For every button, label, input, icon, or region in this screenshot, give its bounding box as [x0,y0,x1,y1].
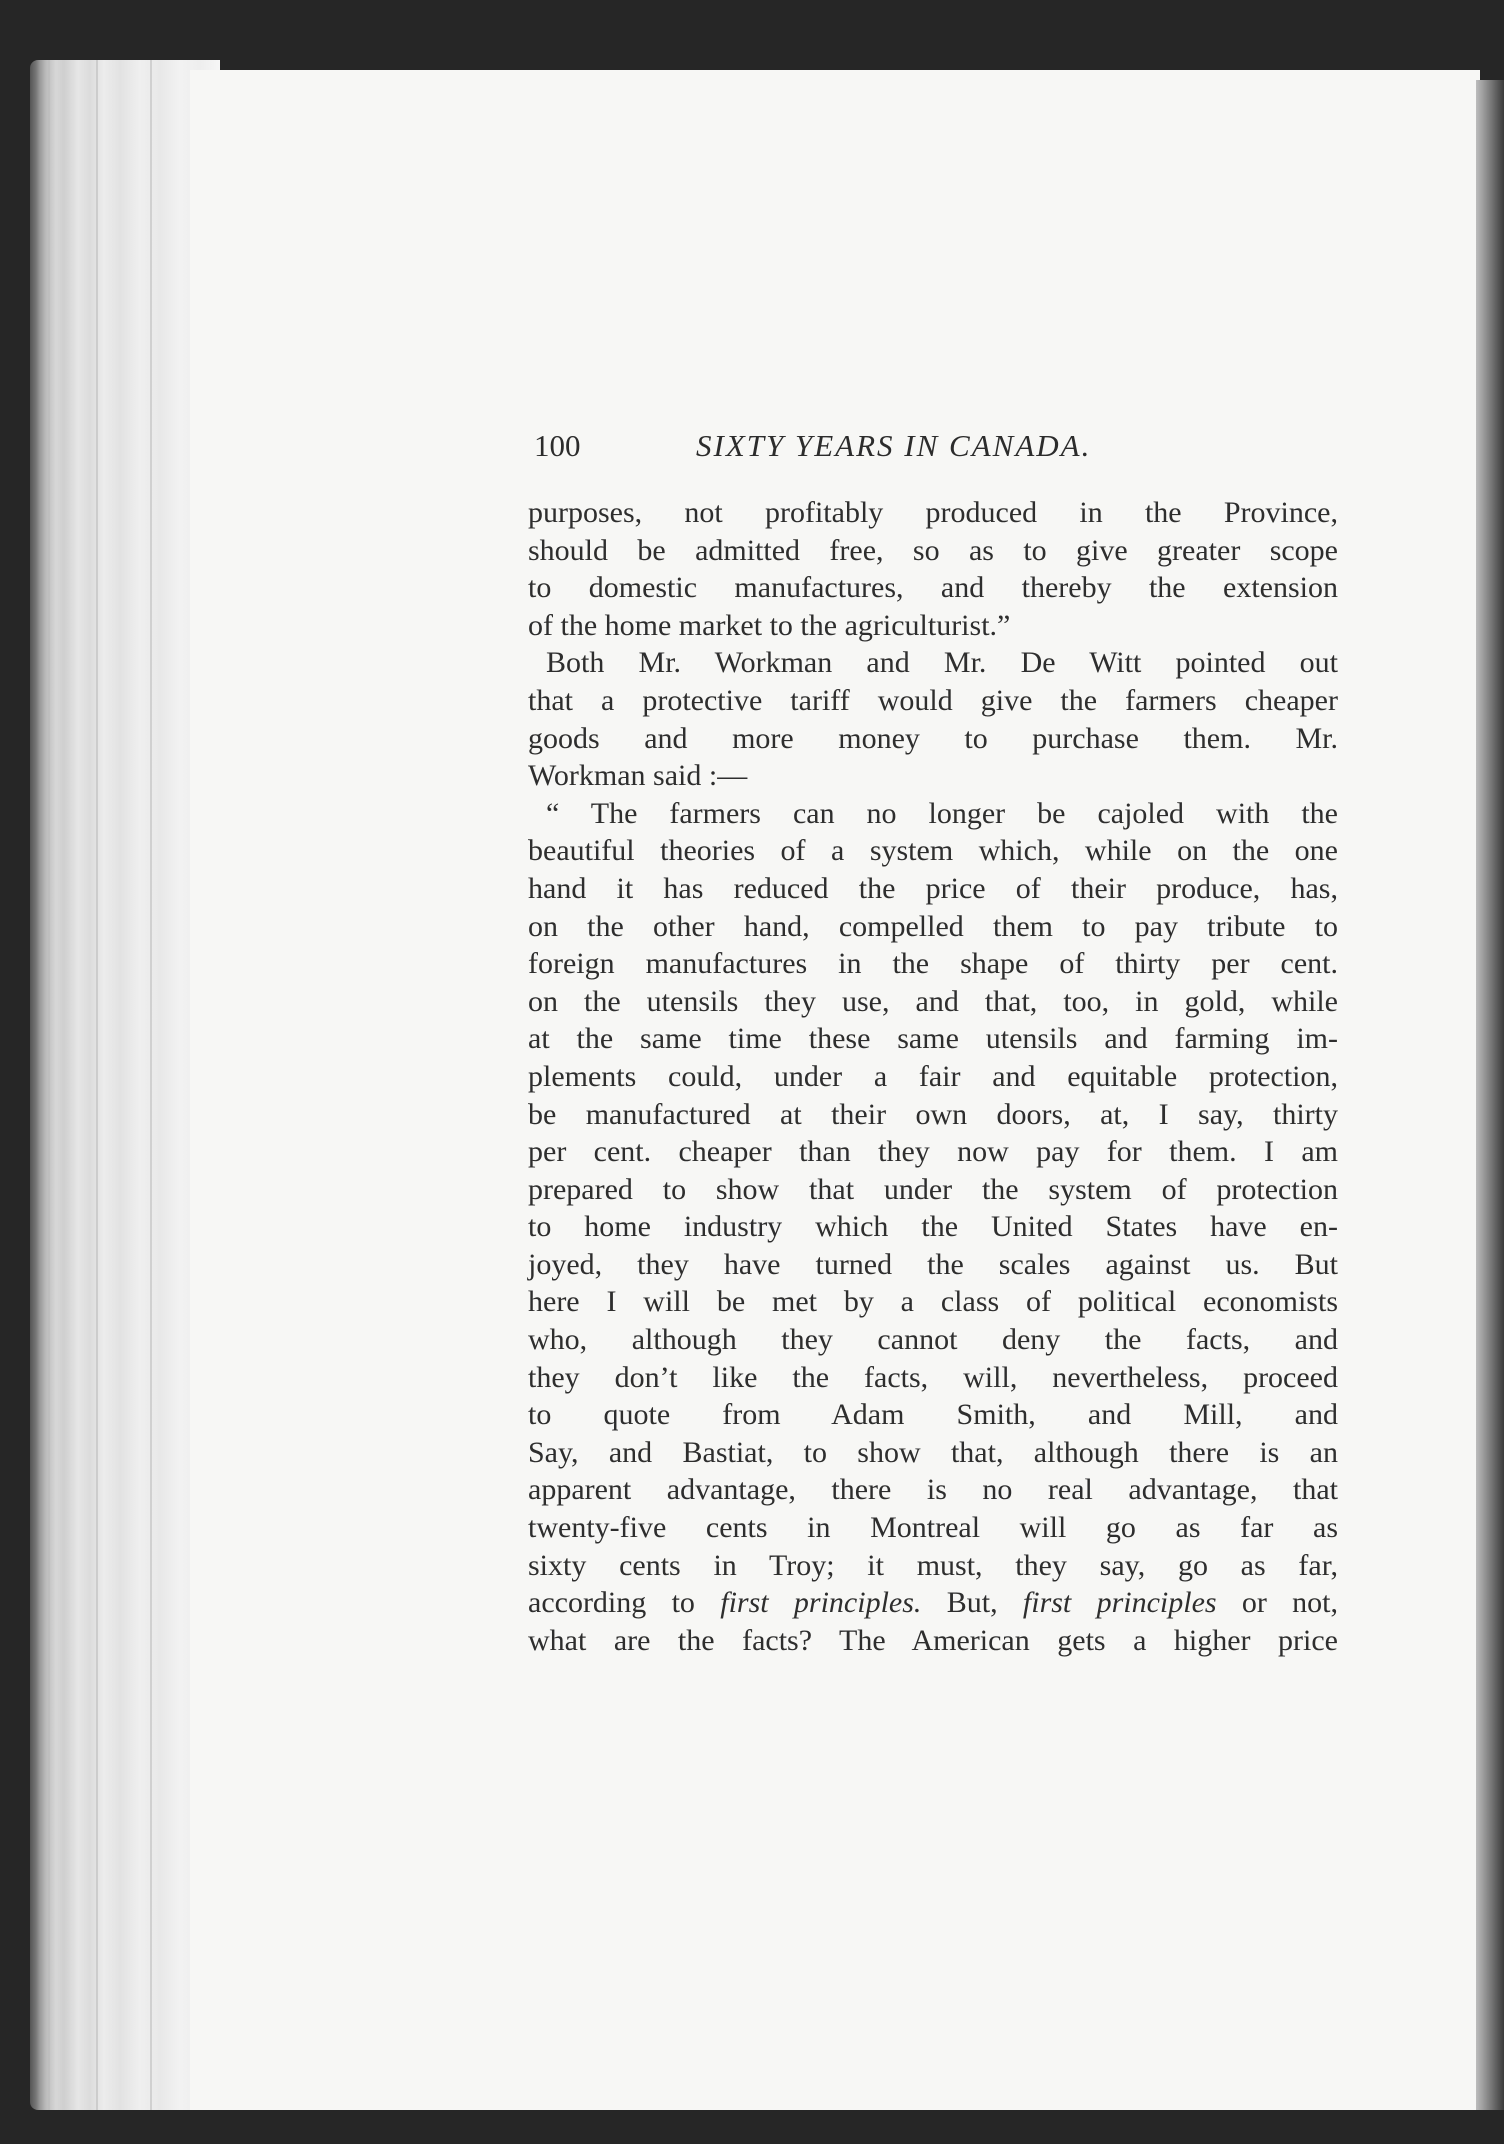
text-segment: or not, [1216,1586,1339,1620]
text-line: to quote from Adam Smith, and Mill, and [528,1398,1338,1432]
text-line: at the same time these same utensils and farming im- [528,1022,1338,1056]
italic-phrase: first principles [1022,1586,1217,1620]
text-line: who, although they cannot deny the facts, and [528,1323,1338,1357]
page-edge-line [48,60,50,2110]
right-page-shadow [1476,80,1504,2110]
text-line: hand it has reduced the price of their produce, has, [528,871,1338,905]
text-line: apparent advantage, there is no real advantage, that [528,1473,1338,1507]
text-line: to domestic manufactures, and thereby the extension [528,571,1338,605]
text-line: that a protective tariff would give the farmers cheaper [528,683,1338,717]
text-line: Say, and Bastiat, to show that, although there is an [528,1435,1338,1469]
text-line: should be admitted free, so as to give greater scope [528,533,1338,567]
text-line: of the home market to the agriculturist.” [528,608,1011,642]
text-line: “ The farmers can no longer be cajoled with the [546,796,1338,830]
text-segment: But, [921,1586,998,1620]
text-line: purposes, not profitably produced in the Province, [528,496,1338,529]
italic-phrase: first principles. [720,1586,922,1620]
page-edge-line [96,60,98,2110]
text-segment: according to [528,1586,721,1620]
text-line: what are the facts? The American gets a higher price [528,1623,1338,1657]
text-line: Workman said :— [528,759,748,793]
text-line: per cent. cheaper than they now pay for them. I am [528,1135,1338,1169]
text-line: to home industry which the United States have en- [528,1210,1338,1244]
text-line: sixty cents in Troy; it must, they say, go as far, [528,1548,1338,1582]
body-text [528,494,1338,1659]
text-line: be manufactured at their own doors, at, I say, thirty [528,1097,1338,1131]
page-header [534,428,1144,468]
text-line: joyed, they have turned the scales against us. But [528,1247,1338,1281]
text-line: here I will be met by a class of political economists [528,1285,1338,1319]
text-line: twenty-five cents in Montreal will go as far as [528,1511,1338,1545]
text-line [528,1584,1338,1622]
text-line: foreign manufactures in the shape of thirty per cent. [528,947,1338,981]
text-line: Both Mr. Workman and Mr. De Witt pointed out [546,646,1338,680]
text-line: prepared to show that under the system of protection [528,1172,1338,1206]
running-title: SIXTY YEARS IN CANADA. [696,428,1092,463]
text-line: on the utensils they use, and that, too, in gold, while [528,984,1338,1018]
page-edge-line [150,60,152,2110]
text-line: on the other hand, compelled them to pay tribute to [528,909,1338,943]
text-line: they don’t like the facts, will, nevertheless, proceed [528,1360,1338,1394]
page-number: 100 [534,428,581,463]
text-line: goods and more money to purchase them. Mr. [528,721,1338,755]
text-line: beautiful theories of a system which, while on the one [528,834,1338,868]
text-line: plements could, under a fair and equitable protection, [528,1059,1338,1093]
